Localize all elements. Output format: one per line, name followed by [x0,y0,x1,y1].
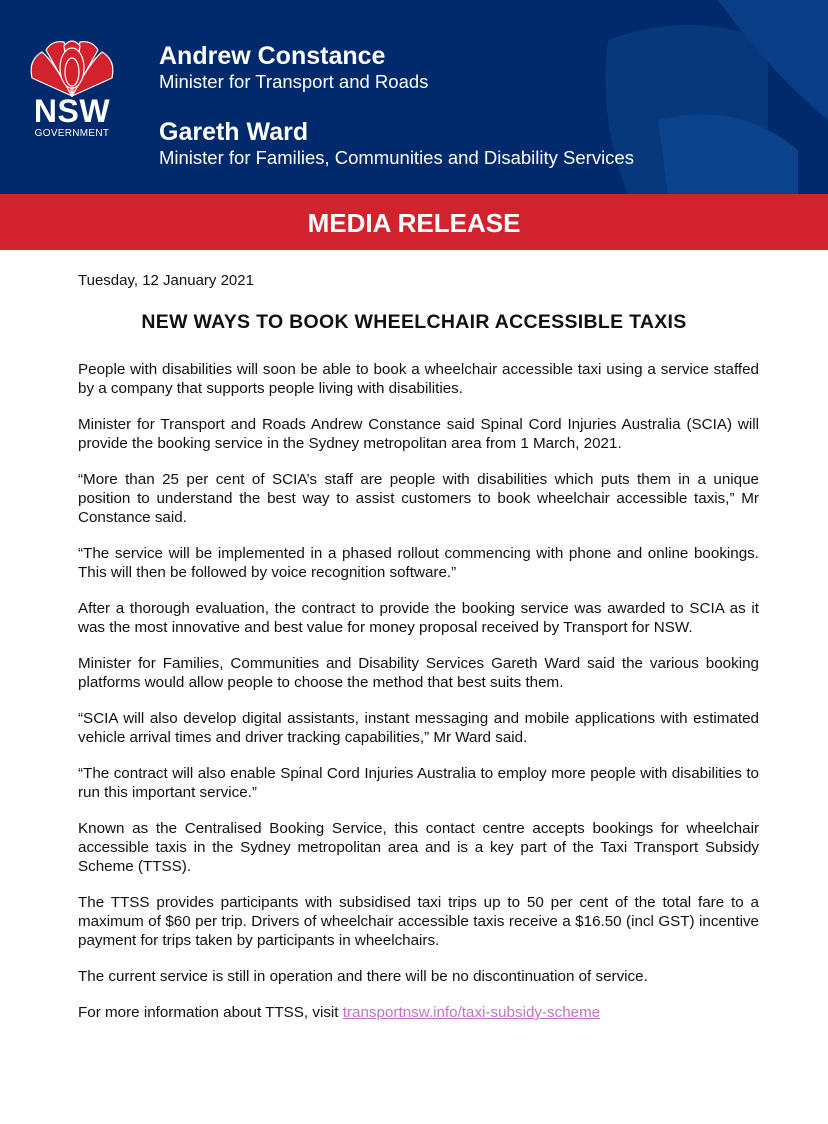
release-body [78,360,759,1039]
body-paragraph: Minister for Families, Communities and Disability Services Gareth Ward said the various booking platforms would allow people to choose the method that best suits them. [78,655,759,691]
minister-2 [159,118,634,170]
body-paragraph: The TTSS provides participants with subsidised taxi trips up to 50 per cent of the total fare to a maximum of $60 per trip. Drivers of wheelchair accessible taxis receive a $16.50 (incl GST) incentive payment for trips taken by participants in wheelchairs. [78,894,759,949]
headline: NEW WAYS TO BOOK WHEELCHAIR ACCESSIBLE TAXIS [141,311,687,333]
logo-subtext: GOVERNMENT [34,128,110,139]
minister-name: Gareth Ward [159,118,309,146]
header [0,0,828,194]
media-release-banner: MEDIA RELEASE [0,194,828,250]
body-paragraph: After a thorough evaluation, the contract to provide the booking service was awarded to SCIA as it was the most innovative and best value for money proposal received by Transport for NSW. [78,600,759,636]
body-paragraph: Known as the Centralised Booking Service, this contact centre accepts bookings for wheelchair accessible taxis in the Sydney metropolitan area and is a key part of the Taxi Transport Subsidy Scheme (TTSS). [78,820,759,875]
minister-1 [159,42,428,94]
minister-name: Andrew Constance [159,42,386,70]
release-date: Tuesday, 12 January 2021 [78,272,254,289]
more-info [78,1003,759,1022]
body-paragraph: Minister for Transport and Roads Andrew Constance said Spinal Cord Injuries Australia (SCIA) will provide the booking service in the Sydney metropolitan area from 1 March, 2021. [78,416,759,452]
waratah-icon [24,38,120,98]
nsw-government-logo [24,38,120,142]
body-paragraph: The current service is still in operation and there will be no discontinuation of service. [78,968,648,985]
body-paragraph: “The contract will also enable Spinal Cord Injuries Australia to employ more people with disabilities to run this important service.” [78,765,759,801]
logo-text: NSW [33,93,111,129]
minister-role: Minister for Families, Communities and Disability Services [159,147,634,168]
ttss-link[interactable]: transportnsw.info/taxi-subsidy-scheme [342,1004,601,1021]
body-paragraph: “SCIA will also develop digital assistants, instant messaging and mobile applications with estimated vehicle arrival times and driver tracking capabilities,” Mr Ward said. [78,710,759,746]
body-paragraph: “The service will be implemented in a phased rollout commencing with phone and online bookings. This will then be followed by voice recognition software.” [78,545,759,581]
minister-role: Minister for Transport and Roads [159,71,429,92]
body-paragraph: People with disabilities will soon be able to book a wheelchair accessible taxi using a service staffed by a company that supports people living with disabilities. [78,361,759,397]
body-paragraph: “More than 25 per cent of SCIA’s staff are people with disabilities which puts them in a unique position to understand the best way to assist customers to book wheelchair accessible taxis,” Mr Constance said. [78,471,759,526]
more-info-text: For more information about TTSS, visit [78,1004,343,1021]
